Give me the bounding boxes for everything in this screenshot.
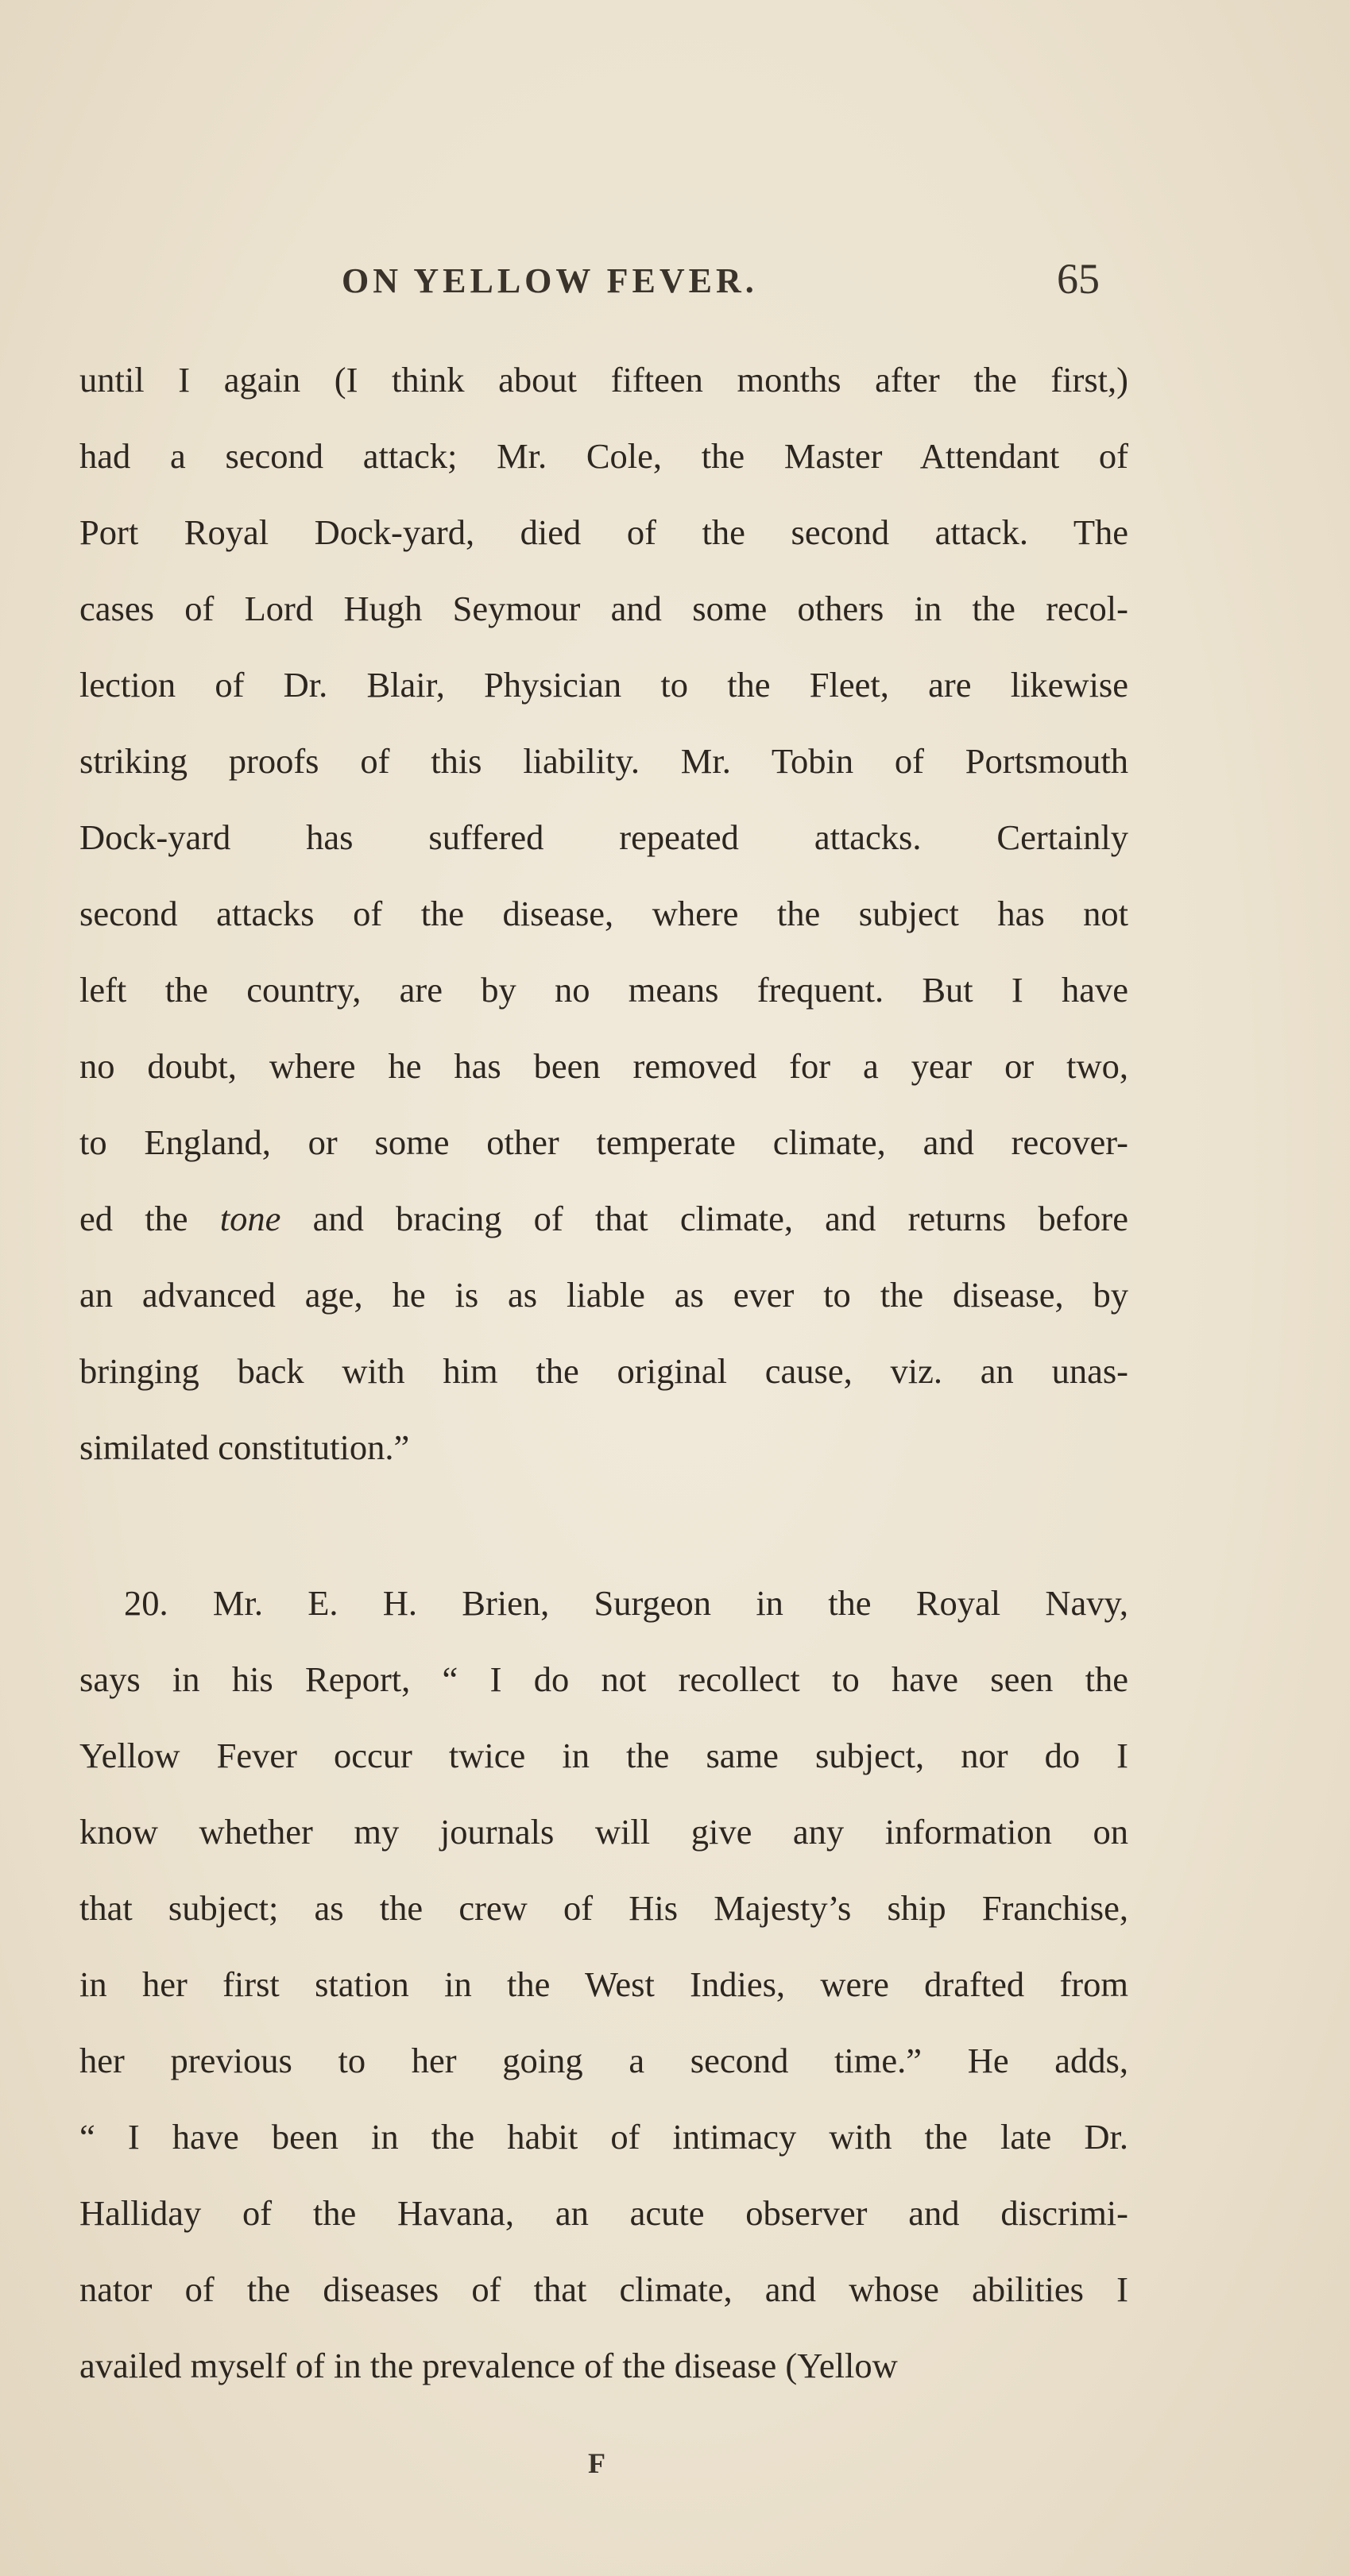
text-line: bringing back with him the original cause, viz. an unas- bbox=[79, 1351, 1128, 1391]
text-line: striking proofs of this liability. Mr. Tobin of Portsmouth bbox=[79, 741, 1128, 781]
paragraph bbox=[79, 1565, 1128, 2404]
running-head: ON YELLOW FEVER. bbox=[342, 261, 758, 300]
text-line: left the country, are by no means frequent. But I have bbox=[79, 970, 1128, 1010]
text-line: know whether my journals will give any information on bbox=[79, 1812, 1128, 1852]
text-segment: ed the bbox=[79, 1199, 220, 1238]
text-line: says in his Report, “ I do not recollect to have seen the bbox=[79, 1659, 1128, 1699]
signature-mark: F bbox=[588, 2447, 605, 2479]
text-line: “ I have been in the habit of intimacy with the late Dr. bbox=[79, 2117, 1128, 2157]
text-line: that subject; as the crew of His Majesty’s ship Franchise, bbox=[79, 1888, 1128, 1928]
text-line: Dock-yard has suffered repeated attacks. Certainly bbox=[79, 817, 1128, 857]
text-line: second attacks of the disease, where the subject has not bbox=[79, 894, 1128, 933]
text-line: similated constitution.” bbox=[79, 1427, 410, 1467]
body-text bbox=[79, 342, 1128, 2404]
text-line: in her first station in the West Indies, were drafted from bbox=[79, 1964, 1128, 2004]
text-line: Yellow Fever occur twice in the same subject, nor do I bbox=[79, 1736, 1128, 1775]
text-line: lection of Dr. Blair, Physician to the Fleet, are likewise bbox=[79, 665, 1128, 705]
text-line bbox=[79, 1180, 1128, 1257]
text-line: cases of Lord Hugh Seymour and some others in the recol- bbox=[79, 589, 1128, 628]
italic-word: tone bbox=[219, 1199, 281, 1238]
text-line: until I again (I think about fifteen months after the first,) bbox=[79, 360, 1128, 400]
paragraph bbox=[79, 342, 1128, 1485]
text-line: availed myself of in the prevalence of the disease (Yellow bbox=[79, 2346, 898, 2385]
paragraph-gap bbox=[79, 1485, 1128, 1565]
text-line: had a second attack; Mr. Cole, the Master Attendant of bbox=[79, 436, 1128, 476]
text-line: Port Royal Dock-yard, died of the second attack. The bbox=[79, 512, 1128, 552]
text-line: no doubt, where he has been removed for a year or two, bbox=[79, 1046, 1128, 1086]
page-header bbox=[0, 254, 1350, 318]
text-line: to England, or some other temperate climate, and recover- bbox=[79, 1122, 1128, 1162]
page-number: 65 bbox=[1057, 255, 1100, 303]
text-line: Halliday of the Havana, an acute observer and discrimi- bbox=[79, 2193, 1128, 2233]
text-segment: and bracing of that climate, and returns before bbox=[280, 1199, 1128, 1238]
text-line: her previous to her going a second time.” He adds, bbox=[79, 2041, 1128, 2080]
text-line: 20. Mr. E. H. Brien, Surgeon in the Royal Navy, bbox=[124, 1583, 1128, 1623]
text-line: nator of the diseases of that climate, and whose abilities I bbox=[79, 2269, 1128, 2309]
text-line: an advanced age, he is as liable as ever to the disease, by bbox=[79, 1275, 1128, 1315]
